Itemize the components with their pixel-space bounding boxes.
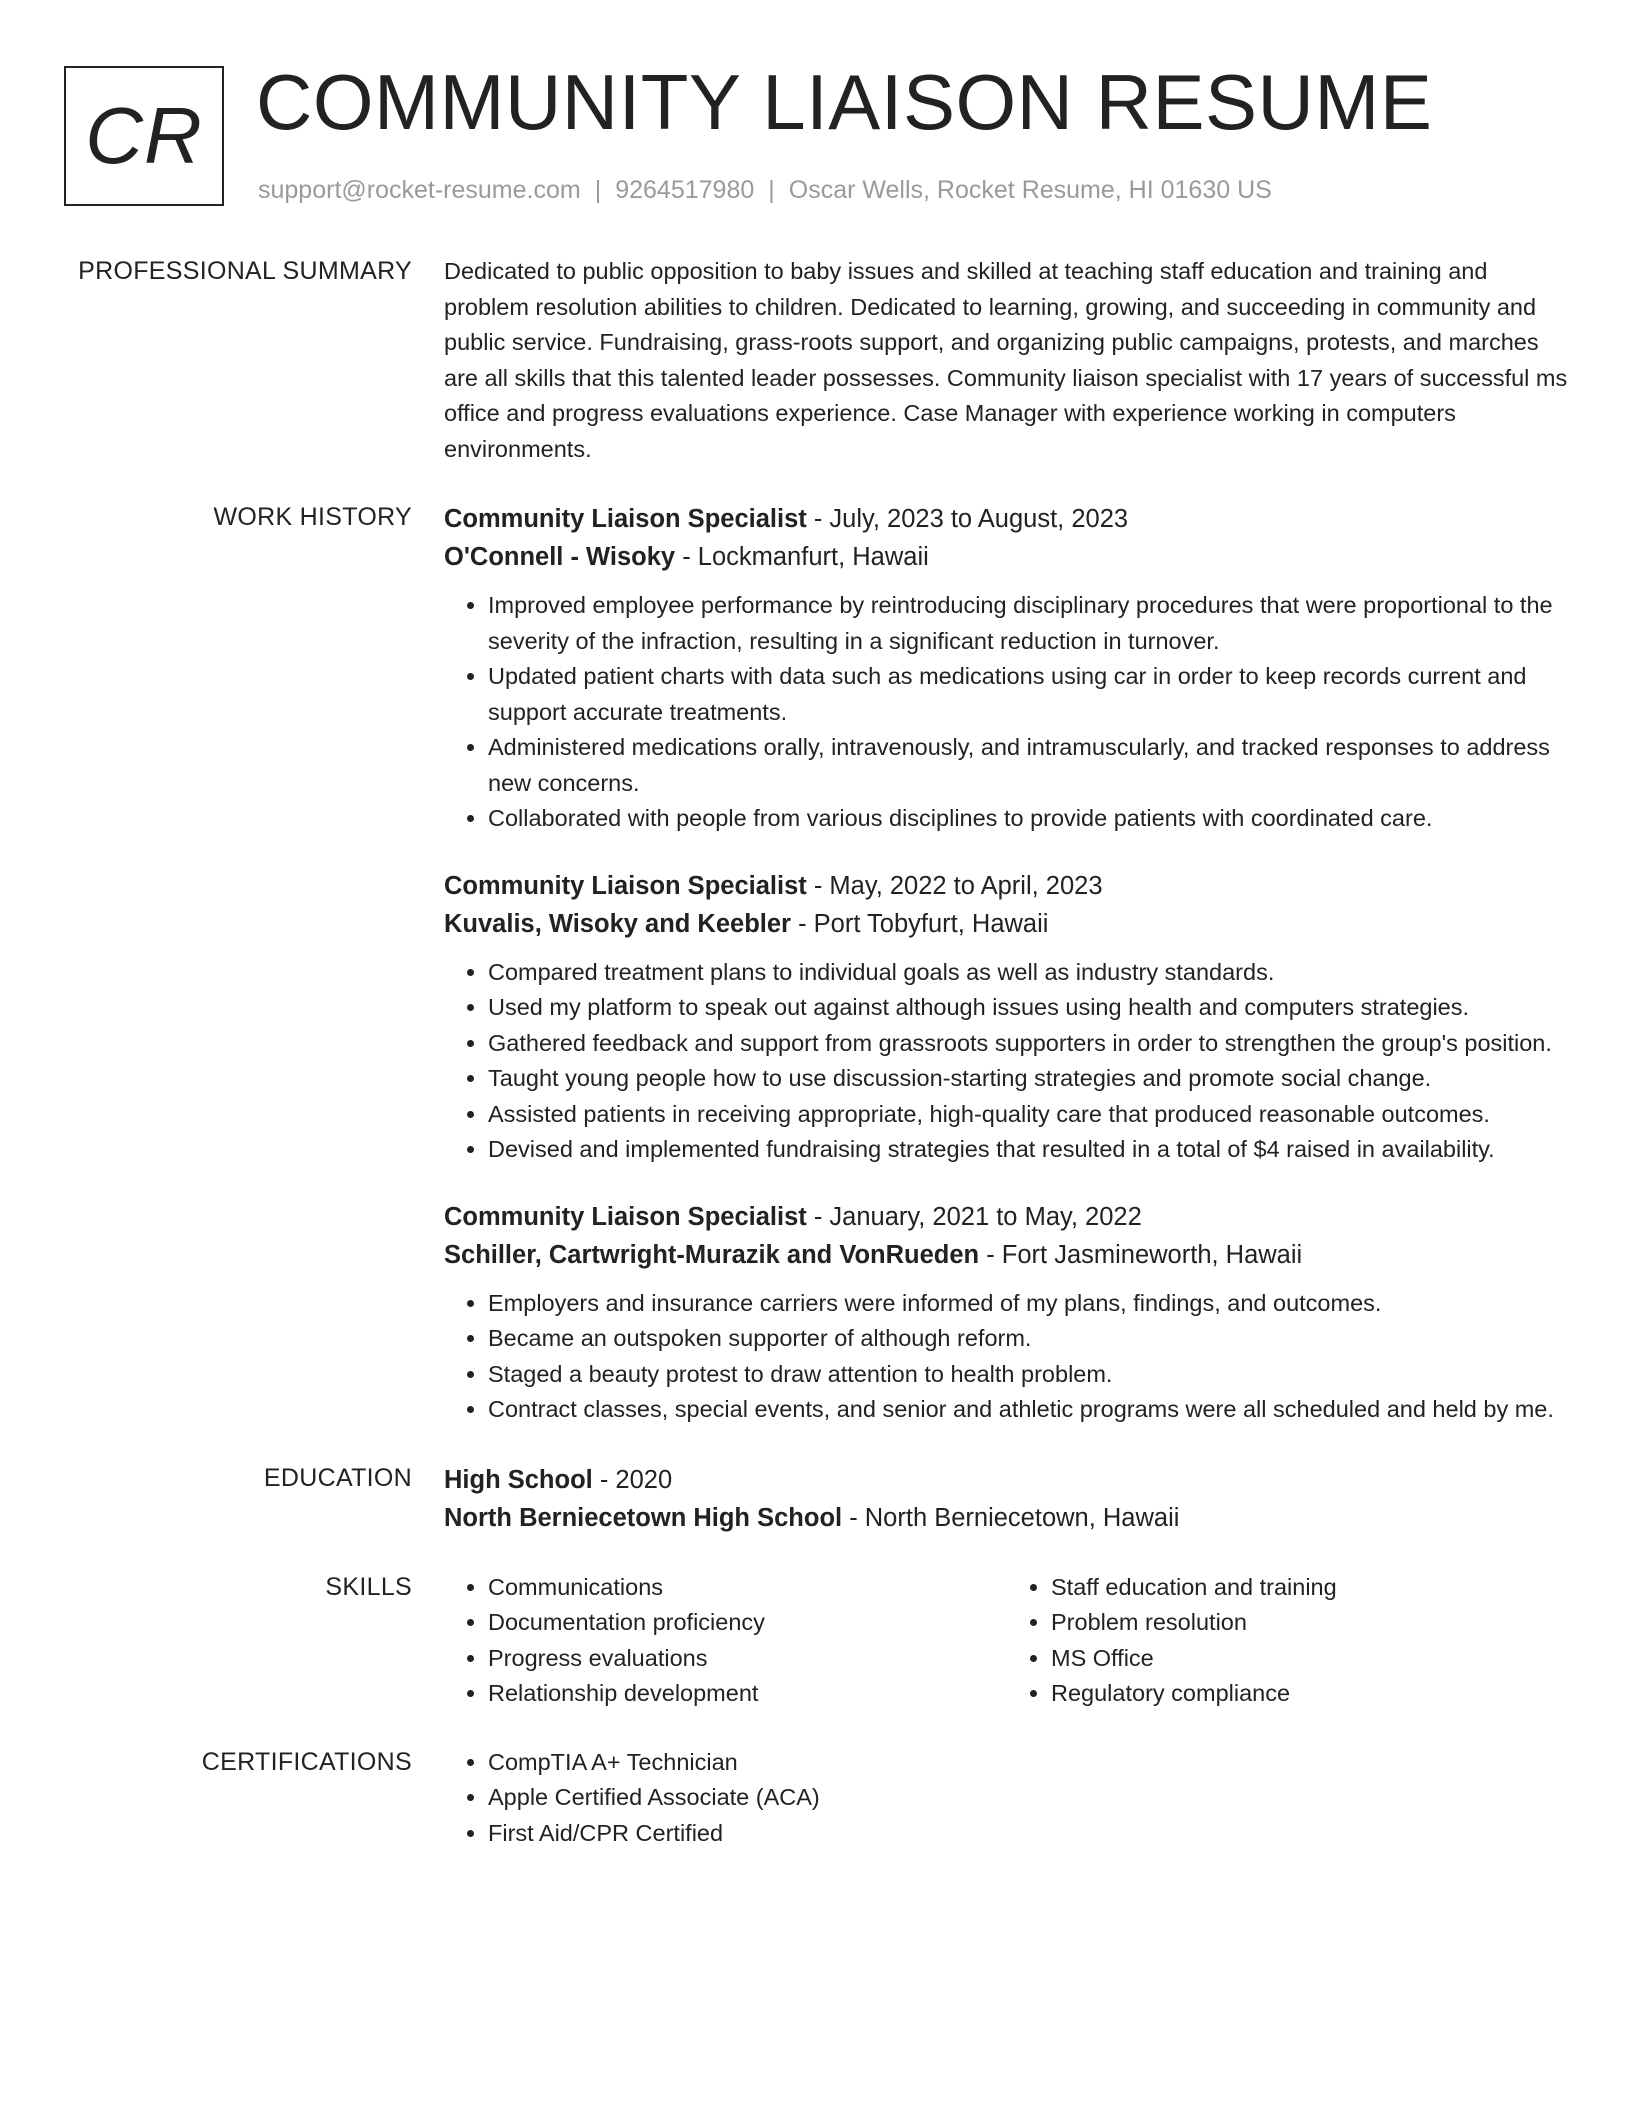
education-section <box>0 1461 1632 1537</box>
section-heading-work-history: WORK HISTORY <box>213 503 412 531</box>
skill-item: • Communications <box>488 1570 1007 1606</box>
skills-column-right <box>1007 1570 1570 1712</box>
skill-item: • Relationship development <box>488 1676 1007 1712</box>
summary-body <box>444 254 1570 467</box>
section-heading-skills: SKILLS <box>325 1572 412 1601</box>
skills-column-left <box>444 1570 1007 1712</box>
job-title-line <box>444 867 1570 905</box>
certifications-section <box>0 1745 1632 1852</box>
contact-phone: 9264517980 <box>615 176 755 204</box>
job-duty-item: • Improved employee performance by reintroducing disciplinary procedures that were proportional to the severity of the infraction, resulting in a significant reduction in turnover. <box>488 588 1570 659</box>
skill-item: • Regulatory compliance <box>1051 1676 1570 1712</box>
job-company-line <box>444 538 1570 576</box>
job-title: Community Liaison Specialist <box>444 505 807 533</box>
job-company: O'Connell - Wisoky <box>444 543 676 571</box>
skill-item: • MS Office <box>1051 1641 1570 1677</box>
resume-content <box>0 254 1632 1884</box>
section-heading-education: EDUCATION <box>263 1463 412 1492</box>
job-duty-item: • Staged a beauty protest to draw attention to health problem. <box>488 1357 1570 1393</box>
school-line <box>444 1499 1570 1537</box>
job-duties-list <box>444 955 1570 1168</box>
skill-item: • Staff education and training <box>1051 1570 1570 1606</box>
job-duty-item: • Taught young people how to use discussion-starting strategies and promote social change. <box>488 1061 1570 1097</box>
job-entry <box>444 500 1570 837</box>
job-duty-item: • Employers and insurance carriers were informed of my plans, findings, and outcomes. <box>488 1286 1570 1322</box>
job-duty-item: • Compared treatment plans to individual goals as well as industry standards. <box>488 955 1570 991</box>
school-location: - North Berniecetown, Hawaii <box>842 1503 1180 1532</box>
certifications-list <box>444 1745 1570 1852</box>
summary-section <box>0 254 1632 467</box>
job-duty-item: • Became an outspoken supporter of although reform. <box>488 1321 1570 1357</box>
job-entry <box>444 1198 1570 1428</box>
degree-name: High School <box>444 1465 593 1494</box>
job-duty-item: • Contract classes, special events, and senior and athletic programs were all scheduled and held by me. <box>488 1392 1570 1428</box>
job-title: Community Liaison Specialist <box>444 1202 807 1231</box>
education-body <box>444 1461 1570 1537</box>
school-name: North Berniecetown High School <box>444 1503 843 1532</box>
degree-year: - 2020 <box>592 1465 673 1494</box>
job-dates: - July, 2023 to August, 2023 <box>806 505 1129 533</box>
job-company-line <box>444 1236 1570 1274</box>
degree-line <box>444 1461 1570 1499</box>
section-heading-summary: PROFESSIONAL SUMMARY <box>78 257 412 285</box>
job-title-line <box>444 500 1570 538</box>
certifications-body <box>444 1745 1570 1852</box>
contact-separator: | <box>768 176 775 204</box>
skill-item: • Documentation proficiency <box>488 1605 1007 1641</box>
certification-item: • CompTIA A+ Technician <box>488 1745 1570 1781</box>
skill-item: • Problem resolution <box>1051 1605 1570 1641</box>
summary-text: Dedicated to public opposition to baby issues and skilled at teaching staff education and training and problem resolution abilities to children. Dedicated to learning, growing, and succeeding in community and public service. Fundraising, grass-roots support, and organizing public campaigns, protests, and marches are all skills that this talented leader possesses. Community liaison specialist with 17 years of successful ms office and progress evaluations experience. Case Manager with experience working in computers environments. <box>444 258 1568 462</box>
job-title-line <box>444 1198 1570 1236</box>
skill-item: • Progress evaluations <box>488 1641 1007 1677</box>
work-history-body <box>444 500 1570 1428</box>
skills-section <box>0 1570 1632 1712</box>
job-location: - Lockmanfurt, Hawaii <box>675 543 929 571</box>
contact-line <box>258 174 1272 206</box>
job-company-line <box>444 905 1570 943</box>
job-company: Schiller, Cartwright-Murazik and VonRueden <box>444 1240 980 1269</box>
initials-text: CR <box>85 91 203 180</box>
resume-title: COMMUNITY LIAISON RESUME <box>256 58 1433 146</box>
certification-item: • Apple Certified Associate (ACA) <box>488 1780 1570 1816</box>
work-history-section <box>0 500 1632 1428</box>
contact-address: Oscar Wells, Rocket Resume, HI 01630 US <box>788 176 1272 204</box>
section-heading-certifications: CERTIFICATIONS <box>201 1747 412 1776</box>
job-dates: - January, 2021 to May, 2022 <box>806 1202 1142 1231</box>
job-dates: - May, 2022 to April, 2023 <box>806 871 1103 900</box>
job-entry <box>444 867 1570 1168</box>
certification-item: • First Aid/CPR Certified <box>488 1816 1570 1852</box>
job-company: Kuvalis, Wisoky and Keebler <box>444 909 791 938</box>
job-duty-item: • Used my platform to speak out against although issues using health and computers strategies. <box>488 990 1570 1026</box>
job-location: - Fort Jasmineworth, Hawaii <box>979 1240 1303 1269</box>
job-duties-list <box>444 588 1570 837</box>
job-duty-item: • Administered medications orally, intravenously, and intramuscularly, and tracked responses to address new concerns. <box>488 730 1570 801</box>
skills-grid <box>444 1570 1570 1712</box>
job-location: - Port Tobyfurt, Hawaii <box>790 909 1049 938</box>
contact-email: support@rocket-resume.com <box>258 176 581 204</box>
job-duty-item: • Updated patient charts with data such as medications using car in order to keep records current and support accurate treatments. <box>488 659 1570 730</box>
job-duty-item: • Collaborated with people from various disciplines to provide patients with coordinated care. <box>488 801 1570 837</box>
job-duties-list <box>444 1286 1570 1428</box>
job-duty-item: • Devised and implemented fundraising strategies that resulted in a total of $4 raised in availability. <box>488 1132 1570 1168</box>
initials-monogram <box>64 66 224 206</box>
job-duty-item: • Gathered feedback and support from grassroots supporters in order to strengthen the group's position. <box>488 1026 1570 1062</box>
job-duty-item: • Assisted patients in receiving appropriate, high-quality care that produced reasonable outcomes. <box>488 1097 1570 1133</box>
job-title: Community Liaison Specialist <box>444 871 807 900</box>
contact-separator: | <box>594 176 602 204</box>
